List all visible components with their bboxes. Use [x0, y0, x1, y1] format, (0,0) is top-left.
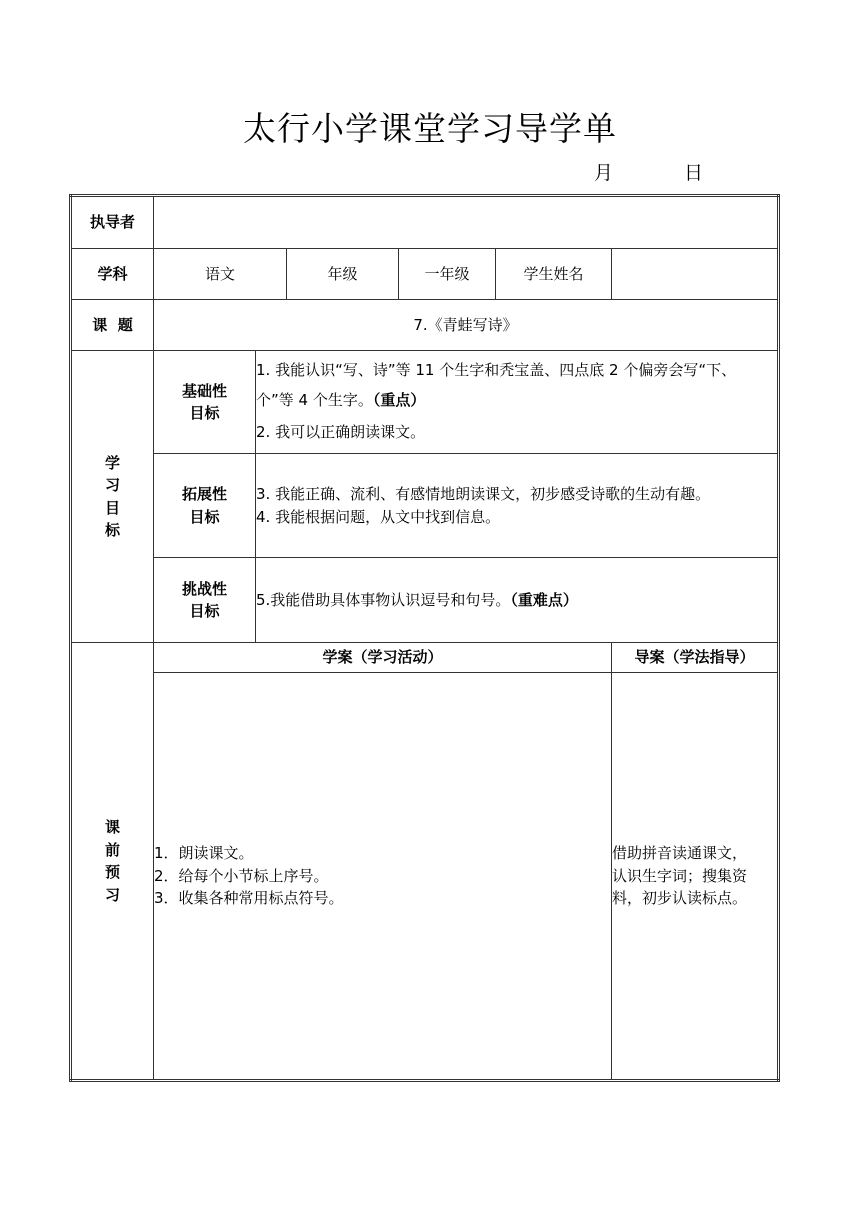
- preview-char: 预: [104, 863, 120, 881]
- guide-line: 料，初步认读标点。: [612, 889, 748, 908]
- subject-row: [71, 249, 779, 300]
- extended-goal-label-2: 目标: [189, 507, 220, 526]
- preview-char: 课: [104, 818, 120, 836]
- preview-content-row: [71, 673, 779, 1081]
- guide-line: 借助拼音读通课文，: [612, 844, 748, 863]
- extended-goal-line-2: 4. 我能根据问题，从文中找到信息。: [256, 507, 501, 526]
- extended-goal-label-1: 拓展性: [181, 485, 227, 503]
- extended-goal-content: [256, 454, 779, 558]
- subject-value: 语文: [154, 249, 287, 300]
- date-day: 日: [684, 162, 704, 184]
- topic-label: 课 题: [71, 300, 154, 351]
- basic-goal-label: [154, 351, 256, 454]
- preview-char: 习: [104, 885, 120, 904]
- preview-header-row: [71, 643, 779, 673]
- goal-extended-row: [71, 454, 779, 558]
- activity-content: [154, 673, 612, 1081]
- challenge-goal-content: [256, 558, 779, 643]
- extended-goal-label: [154, 454, 256, 558]
- activity-item: 2．给每个小节标上序号。: [154, 866, 329, 885]
- basic-goal-content: [256, 351, 779, 454]
- guide-header: 导案（学法指导）: [612, 643, 779, 673]
- page-title: 太行小学课堂学习导学单: [243, 109, 617, 148]
- goals-section-label: [71, 351, 154, 643]
- instructor-row: [71, 196, 779, 249]
- goal-basic-row: [71, 351, 779, 454]
- preview-char: 前: [104, 840, 120, 859]
- basic-goal-line-2-text: 个”等 4 个生字。: [256, 391, 373, 409]
- subject-label: 学科: [71, 249, 154, 300]
- challenge-goal-label-1: 挑战性: [181, 579, 227, 598]
- activity-header: 学案（学习活动）: [154, 643, 612, 673]
- goal-challenge-row: [71, 558, 779, 643]
- study-guide-table: [69, 194, 780, 1082]
- goals-char: 习: [104, 476, 120, 494]
- topic-value: 7.《青蛙写诗》: [154, 300, 779, 351]
- goals-char: 标: [104, 521, 120, 539]
- preview-section-label: [71, 643, 154, 1081]
- difficult-point-tag: （重难点）: [510, 590, 578, 609]
- guide-content: [612, 673, 779, 1081]
- basic-goal-line-2: [256, 385, 777, 415]
- goals-char: 目: [104, 498, 120, 517]
- basic-goal-line-3: 2. 我可以正确朗读课文。: [256, 423, 426, 441]
- basic-goal-line-1: 1. 我能认识“写、诗”等 11 个生字和秃宝盖、四点底 2 个偏旁会写“下、: [256, 361, 737, 379]
- instructor-field[interactable]: [154, 196, 779, 249]
- date-month: 月: [594, 162, 614, 184]
- date-line: [594, 158, 704, 185]
- student-name-field[interactable]: [612, 249, 779, 300]
- student-name-label: 学生姓名: [496, 249, 612, 300]
- goals-char: 学: [104, 453, 120, 472]
- extended-goal-line-1: 3. 我能正确、流利、有感情地朗读课文，初步感受诗歌的生动有趣。: [256, 485, 711, 503]
- challenge-goal-label-2: 目标: [189, 602, 220, 620]
- activity-item: 1．朗读课文。: [154, 844, 254, 863]
- challenge-goal-label: [154, 558, 256, 643]
- guide-line: 认识生字词；搜集资: [612, 866, 748, 885]
- activity-item: 3．收集各种常用标点符号。: [154, 889, 344, 908]
- key-point-tag: （重点）: [372, 391, 426, 409]
- grade-value: 一年级: [399, 249, 496, 300]
- grade-label: 年级: [287, 249, 399, 300]
- topic-row: [71, 300, 779, 351]
- basic-goal-label-2: 目标: [189, 404, 220, 422]
- challenge-goal-text: 5.我能借助具体事物认识逗号和句号。: [256, 590, 511, 609]
- basic-goal-label-1: 基础性: [181, 381, 227, 400]
- instructor-label: 执导者: [71, 196, 154, 249]
